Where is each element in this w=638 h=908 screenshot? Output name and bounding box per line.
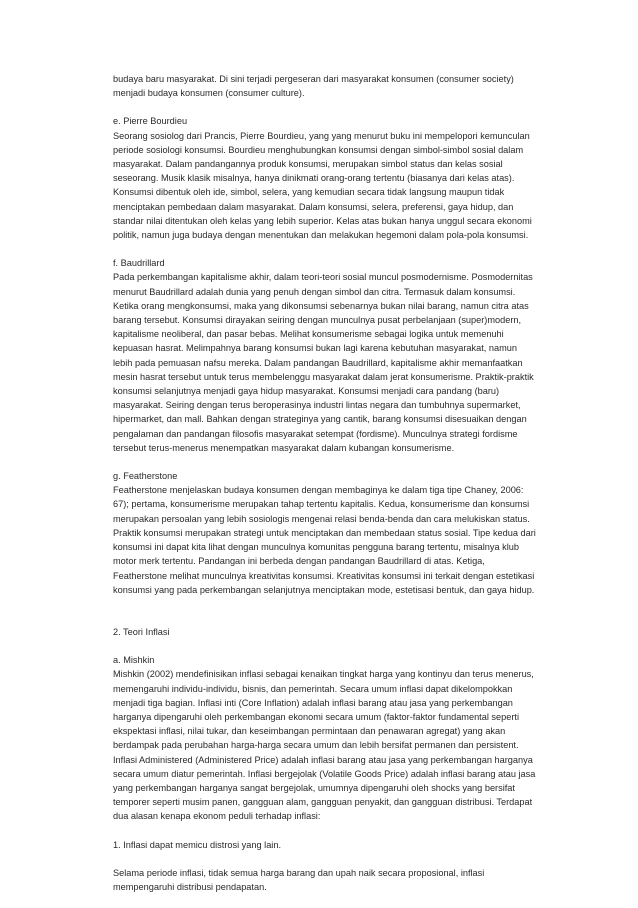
text-line: Ketika orang mengkonsumsi, maka yang dikonsumsi sebenarnya bukan nilai barang, namun citra atas <box>113 300 529 311</box>
text-line: konsumsi selanjutnya menjadi gaya hidup masyarakat. Konsumsi menjadi cara pandang (baru) <box>113 386 500 397</box>
paragraph <box>113 469 563 597</box>
text-line: secara umum diatur pemerintah. Inflasi bergejolak (Volatile Goods Price) adalah inflasi barang atau jasa <box>113 768 536 779</box>
text-line: menjadi budaya konsumen (consumer culture). <box>113 88 305 99</box>
text-line: tersebut terus-menerus menempatkan masyarakat dalam kubangan konsumerisme. <box>113 442 455 453</box>
text-line: kapitalisme neoliberal, dan pasar bebas. Melihat konsumerisme sebagai logika untuk memenuhi <box>113 329 504 340</box>
text-line: kepuasan hasrat. Melimpahnya barang konsumsi bukan lagi karena kebutuhan masyarakat, namun <box>113 343 517 354</box>
text-line: berdampak pada perubahan harga-harga secara umum dan lebih bersifat permanen dan persistent. <box>113 740 519 751</box>
text-line: konsumsi ini dapat kita lihat dengan munculnya komunitas pengguna barang tertentu, misalnya klub <box>113 542 520 553</box>
paragraph <box>113 256 563 455</box>
text-line: motor merk tertentu. Pandangan ini berbeda dengan pandangan Baudrillard di atas. Ketiga, <box>113 556 485 567</box>
text-line: Selama periode inflasi, tidak semua harga barang dan upah naik secara proposional, inflasi <box>113 867 485 878</box>
text-line: mesin hasrat tersebut untuk terus membelenggu masyarakat dalam jerat konsumerisme. Praktik-praktik <box>113 371 534 382</box>
text-line: masyarakat. Seiring dengan terus beroperasinya industri lintas negara dan tumbuhnya supermarket, <box>113 400 521 411</box>
text-line: barang tersebut. Konsumsi dirayakan seiring dengan munculnya pusat perbelanjaan (super)modern, <box>113 315 522 326</box>
text-line: konsumsi yang pada perkembangan selanjutnya menciptakan mode, estetisasi bentuk, dan gaya hidup. <box>113 584 535 595</box>
text-line: memengaruhi individu-individu, bisnis, dan pemerintah. Secara umum inflasi dapat dikelompokkan <box>113 683 513 694</box>
text-line: f. Baudrillard <box>113 258 165 269</box>
text-line: masyarakat. Dalam pandangannya produk konsumsi, merupakan simbol status dan kelas sosial <box>113 159 503 170</box>
text-line: yang perkembangan harganya sangat bergejolak, umumnya dipengaruhi oleh shocks yang bersifat <box>113 782 515 793</box>
text-line: periode sosiologi konsumsi. Bourdieu menghubungkan konsumsi dengan simbol-simbol sosial dalam <box>113 144 524 155</box>
text-line: g. Featherstone <box>113 471 178 482</box>
text-line: 67); pertama, konsumerisme merupakan tahap tertentu kapitalis. Kedua, konsumerisme dan konsumsi <box>113 499 530 510</box>
text-line: Featherstone melihat munculnya kreativitas konsumsi. Kreativitas konsumsi ini terkait dengan estetikasi <box>113 570 535 581</box>
paragraph <box>113 625 563 639</box>
text-line: Mishkin (2002) mendefinisikan inflasi sebagai kenaikan tingkat harga yang kontinyu dan terus menerus, <box>113 669 534 680</box>
text-line: e. Pierre Bourdieu <box>113 116 188 127</box>
text-line: mempengaruhi distribusi pendapatan. <box>113 881 267 892</box>
paragraph <box>113 866 563 894</box>
text-line: menjadi tiga bagian. Inflasi inti (Core Inflation) adalah inflasi barang atau jasa yang perkembangan <box>113 697 513 708</box>
paragraph <box>113 114 563 242</box>
text-line: temporer seperti musim panen, gangguan alam, gangguan penyakit, dan gangguan distribusi. Terdapat <box>113 797 533 808</box>
text-line: a. Mishkin <box>113 655 155 666</box>
text-line: Pada perkembangan kapitalisme akhir, dalam teori-teori sosial muncul posmodernisme. Posmodernitas <box>113 272 533 283</box>
text-line: menciptakan pembedaan dalam masyarakat. Dalam konsumsi, selera, preferensi, gaya hidup, dan <box>113 201 514 212</box>
paragraph <box>113 72 563 100</box>
text-line: dua alasan kenapa ekonom peduli terhadap inflasi: <box>113 811 321 822</box>
text-line: Konsumsi dibentuk oleh ide, simbol, selera, yang kemudian secara tidak langsung maupun tidak <box>113 187 505 198</box>
text-line: politik, namun juga budaya dengan menentukan dan melakukan hegemoni dalam pola-pola konsumsi. <box>113 230 529 241</box>
text-line: seseorang. Musik klasik misalnya, hanya dinikmati orang-orang tertentu (biasanya dari kelas atas). <box>113 173 515 184</box>
section-spacer <box>113 611 563 625</box>
paragraph <box>113 653 563 823</box>
text-line: ekspektasi inflasi, nilai tukar, dan keseimbangan permintaan dan penawaran agregat) yang akan <box>113 726 506 737</box>
text-line: standar nilai ditentukan oleh kelas yang lebih superior. Kelas atas bukan hanya unggul secara ekonomi <box>113 215 532 226</box>
text-line: 1. Inflasi dapat memicu distrosi yang lain. <box>113 839 282 850</box>
text-line: budaya baru masyarakat. Di sini terjadi pergeseran dari masyarakat konsumen (consumer society) <box>113 74 514 84</box>
paragraph <box>113 838 563 852</box>
text-line: menurut Baudrillard adalah dunia yang penuh dengan simbol dan citra. Termasuk dalam konsumsi. <box>113 286 516 297</box>
text-line: hipermarket, dan mall. Bahkan dengan strateginya yang cantik, barang konsumsi disesuaikan dengan <box>113 414 527 425</box>
text-line: Seorang sosiolog dari Prancis, Pierre Bourdieu, yang yang menurut buku ini mempelopori kemunculan <box>113 130 530 141</box>
document-page <box>113 72 563 908</box>
text-line: Praktik konsumsi merupakan strategi untuk menciptakan dan membedaan status sosial. Tipe kedua dari <box>113 527 536 538</box>
text-line: Featherstone menjelaskan budaya konsumen dengan membaginya ke dalam tiga tipe Chaney, 2006: <box>113 485 524 496</box>
text-line: Inflasi Administered (Administered Price) adalah inflasi barang atau jasa yang perkembangan harganya <box>113 754 533 765</box>
text-line: harganya dipengaruhi oleh perkembangan ekonomi secara umum (faktor-faktor fundamental seperti <box>113 711 520 722</box>
text-line: 2. Teori Inflasi <box>113 626 170 637</box>
text-line: lebih pada pemuasan nafsu mereka. Dalam pandangan Baudrillard, kapitalisme akhir memanfaatkan <box>113 357 523 368</box>
text-line: pengalaman dan pandangan filosofis masyarakat setempat (fordisme). Munculnya strategi fordisme <box>113 428 518 439</box>
text-line: merupakan persoalan yang lebih sosiologis mengenai relasi benda-benda dan cara melukiskan status. <box>113 513 530 524</box>
